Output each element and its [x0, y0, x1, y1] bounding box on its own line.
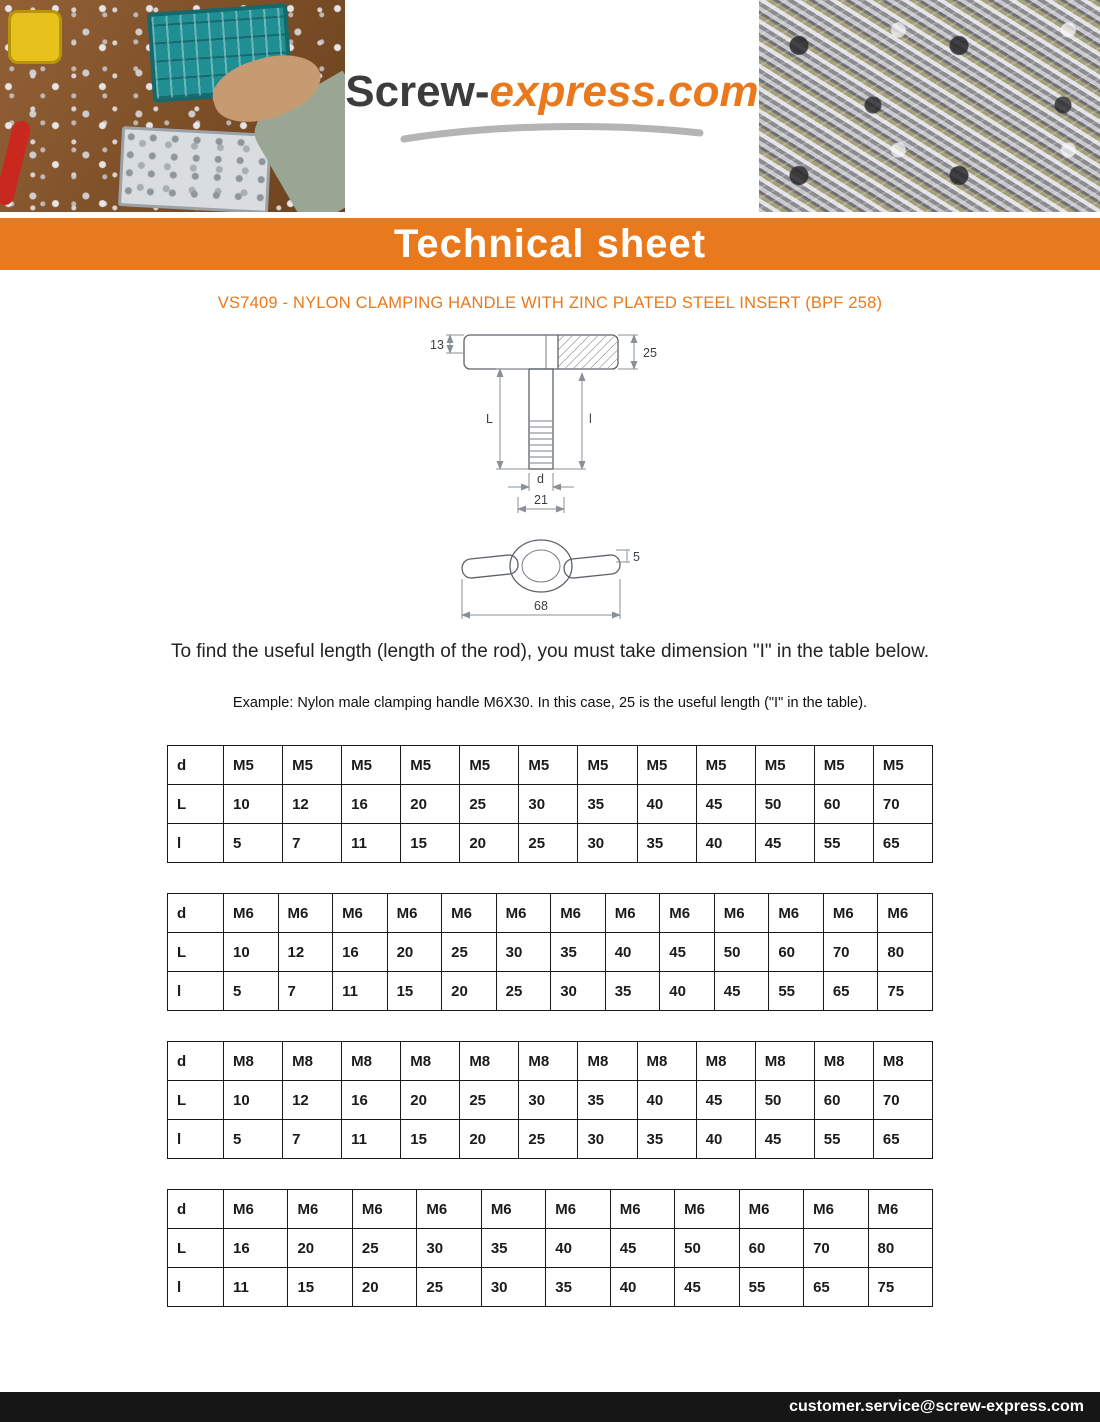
row-label: L — [168, 1229, 224, 1268]
table-cell: M6 — [660, 894, 715, 933]
table-cell: M8 — [342, 1042, 401, 1081]
dim-label-68: 68 — [534, 599, 548, 613]
parts-box-decor — [118, 126, 272, 212]
dim-label-13: 13 — [430, 338, 444, 352]
table-cell: 80 — [878, 933, 933, 972]
spec-table-4 — [167, 1189, 933, 1307]
table-cell: M5 — [519, 746, 578, 785]
table-cell: M8 — [224, 1042, 283, 1081]
table-cell: 12 — [283, 1081, 342, 1120]
table-cell: 70 — [823, 933, 878, 972]
table-cell: 45 — [660, 933, 715, 972]
top-view — [461, 540, 640, 619]
table-cell: M6 — [417, 1190, 481, 1229]
dim-label-L: L — [486, 412, 493, 426]
table-cell: 50 — [714, 933, 769, 972]
table-cell: 55 — [814, 1120, 873, 1159]
table-cell: M6 — [333, 894, 388, 933]
table-cell: 10 — [224, 933, 279, 972]
table-cell: M5 — [401, 746, 460, 785]
table-cell: M5 — [460, 746, 519, 785]
table-cell: 16 — [342, 1081, 401, 1120]
table-cell: M6 — [610, 1190, 674, 1229]
table-cell: M6 — [224, 1190, 288, 1229]
table-cell: 65 — [873, 824, 932, 863]
table-cell: 45 — [610, 1229, 674, 1268]
table-cell: 45 — [755, 1120, 814, 1159]
dim-label-5: 5 — [633, 550, 640, 564]
table-cell: 12 — [278, 933, 333, 972]
table-cell: M6 — [605, 894, 660, 933]
table-cell: M6 — [288, 1190, 352, 1229]
table-cell: 30 — [519, 1081, 578, 1120]
table-cell: M5 — [283, 746, 342, 785]
table-cell: 40 — [660, 972, 715, 1011]
table-cell: 45 — [696, 785, 755, 824]
logo-swoosh-decor — [392, 119, 712, 145]
table-cell: 16 — [342, 785, 401, 824]
table-cell: M8 — [460, 1042, 519, 1081]
table-cell: 30 — [551, 972, 606, 1011]
row-label: d — [168, 1190, 224, 1229]
table-cell: M5 — [873, 746, 932, 785]
table-cell: 25 — [442, 933, 497, 972]
table-cell: 70 — [804, 1229, 868, 1268]
row-label: l — [168, 1120, 224, 1159]
table-cell: 25 — [352, 1229, 416, 1268]
table-cell: M6 — [769, 894, 824, 933]
dim-label-d: d — [537, 472, 544, 486]
table-cell: 45 — [675, 1268, 739, 1307]
table-cell: 11 — [333, 972, 388, 1011]
row-label: l — [168, 1268, 224, 1307]
table-cell: M6 — [546, 1190, 610, 1229]
table-cell: M6 — [739, 1190, 803, 1229]
table-cell: 60 — [739, 1229, 803, 1268]
screwdriver-decor — [0, 119, 32, 207]
table-cell: 11 — [224, 1268, 288, 1307]
table-cell: 15 — [288, 1268, 352, 1307]
table-cell: 40 — [696, 824, 755, 863]
table-cell: M6 — [714, 894, 769, 933]
table-cell: 20 — [460, 824, 519, 863]
table-cell: 75 — [878, 972, 933, 1011]
table-cell: 16 — [224, 1229, 288, 1268]
table-cell: M8 — [637, 1042, 696, 1081]
table-cell: 80 — [868, 1229, 932, 1268]
table-cell: M5 — [578, 746, 637, 785]
table-cell: 15 — [387, 972, 442, 1011]
table-cell: M8 — [578, 1042, 637, 1081]
table-cell: 20 — [401, 1081, 460, 1120]
spec-table-1 — [167, 745, 933, 863]
row-label: L — [168, 1081, 224, 1120]
header — [0, 0, 1100, 212]
table-cell: M5 — [342, 746, 401, 785]
technical-drawing — [0, 321, 1100, 633]
table-cell: M6 — [496, 894, 551, 933]
spec-tables — [167, 745, 933, 1307]
table-cell: 15 — [401, 1120, 460, 1159]
table-cell: 35 — [578, 785, 637, 824]
table-cell: M8 — [401, 1042, 460, 1081]
table-cell: 30 — [578, 1120, 637, 1159]
table-cell: 45 — [755, 824, 814, 863]
table-cell: M6 — [551, 894, 606, 933]
banner-title: Technical sheet — [393, 221, 707, 266]
table-cell: 60 — [769, 933, 824, 972]
table-cell: 30 — [417, 1229, 481, 1268]
table-cell: 55 — [769, 972, 824, 1011]
table-cell: 30 — [519, 785, 578, 824]
banner — [0, 218, 1100, 270]
table-cell: M6 — [278, 894, 333, 933]
table-cell: M5 — [755, 746, 814, 785]
table-cell: 30 — [496, 933, 551, 972]
product-title: VS7409 - NYLON CLAMPING HANDLE WITH ZINC PLATED STEEL INSERT (BPF 258) — [217, 294, 883, 312]
table-cell: 35 — [578, 1081, 637, 1120]
row-label: d — [168, 746, 224, 785]
side-view — [430, 335, 657, 513]
table-cell: 12 — [283, 785, 342, 824]
table-cell: M6 — [352, 1190, 416, 1229]
table-cell: 25 — [519, 824, 578, 863]
table-cell: 65 — [823, 972, 878, 1011]
table-cell: 35 — [551, 933, 606, 972]
table-cell: 40 — [637, 785, 696, 824]
table-cell: 15 — [401, 824, 460, 863]
table-cell: 35 — [605, 972, 660, 1011]
table-cell: 5 — [224, 824, 283, 863]
table-cell: M8 — [755, 1042, 814, 1081]
table-cell: 20 — [401, 785, 460, 824]
table-cell: M8 — [283, 1042, 342, 1081]
table-cell: 65 — [873, 1120, 932, 1159]
row-label: d — [168, 894, 224, 933]
table-cell: M8 — [814, 1042, 873, 1081]
table-cell: M6 — [868, 1190, 932, 1229]
table-cell: M6 — [675, 1190, 739, 1229]
table-cell: 10 — [224, 785, 283, 824]
table-cell: 35 — [546, 1268, 610, 1307]
table-cell: M5 — [814, 746, 873, 785]
screws-photo — [759, 0, 1100, 212]
footer-bar — [0, 1392, 1100, 1422]
table-cell: 25 — [496, 972, 551, 1011]
table-cell: 16 — [333, 933, 388, 972]
logo-text-screw: Screw- — [345, 67, 490, 116]
table-cell: M5 — [224, 746, 283, 785]
table-cell: 45 — [696, 1081, 755, 1120]
table-cell: 70 — [873, 1081, 932, 1120]
dim-label-l: l — [589, 412, 592, 426]
table-cell: 10 — [224, 1081, 283, 1120]
row-label: L — [168, 933, 224, 972]
table-cell: M6 — [878, 894, 933, 933]
table-cell: 20 — [387, 933, 442, 972]
logo-text-express: express.com — [489, 67, 759, 116]
table-cell: 35 — [637, 824, 696, 863]
table-cell: M6 — [481, 1190, 545, 1229]
table-cell: 50 — [675, 1229, 739, 1268]
table-cell: M6 — [224, 894, 279, 933]
table-cell: 40 — [637, 1081, 696, 1120]
table-cell: 35 — [481, 1229, 545, 1268]
table-cell: M6 — [804, 1190, 868, 1229]
table-cell: M8 — [519, 1042, 578, 1081]
tape-measure-decor — [8, 10, 62, 64]
table-cell: 35 — [637, 1120, 696, 1159]
table-cell: 55 — [739, 1268, 803, 1307]
row-label: l — [168, 824, 224, 863]
table-cell: M6 — [387, 894, 442, 933]
spec-table-3 — [167, 1041, 933, 1159]
instruction-text: To find the useful length (length of the rod), you must take dimension "I" in the table below. — [170, 641, 930, 662]
row-label: L — [168, 785, 224, 824]
table-cell: 75 — [868, 1268, 932, 1307]
table-cell: 20 — [442, 972, 497, 1011]
row-label: d — [168, 1042, 224, 1081]
dim-label-25: 25 — [643, 346, 657, 360]
table-cell: M5 — [637, 746, 696, 785]
table-cell: 25 — [417, 1268, 481, 1307]
table-cell: M5 — [696, 746, 755, 785]
table-cell: 55 — [814, 824, 873, 863]
contact-email-link[interactable]: customer.service@screw-express.com — [789, 1398, 1084, 1415]
table-cell: 20 — [352, 1268, 416, 1307]
table-cell: 25 — [519, 1120, 578, 1159]
table-cell: 60 — [814, 1081, 873, 1120]
table-cell: 40 — [605, 933, 660, 972]
table-cell: 11 — [342, 1120, 401, 1159]
brand-logo — [345, 67, 758, 117]
table-cell: 70 — [873, 785, 932, 824]
table-cell: 65 — [804, 1268, 868, 1307]
table-cell: 7 — [278, 972, 333, 1011]
dim-label-21: 21 — [534, 493, 548, 507]
example-text: Example: Nylon male clamping handle M6X30. In this case, 25 is the useful length ("I" in the table). — [232, 695, 868, 711]
table-cell: 7 — [283, 1120, 342, 1159]
table-cell: 20 — [288, 1229, 352, 1268]
table-cell: 5 — [224, 1120, 283, 1159]
table-cell: 5 — [224, 972, 279, 1011]
table-cell: 25 — [460, 785, 519, 824]
table-cell: 30 — [481, 1268, 545, 1307]
table-cell: 7 — [283, 824, 342, 863]
row-label: l — [168, 972, 224, 1011]
logo-zone — [345, 0, 758, 212]
table-cell: 11 — [342, 824, 401, 863]
table-cell: 25 — [460, 1081, 519, 1120]
table-cell: 40 — [610, 1268, 674, 1307]
table-cell: 20 — [460, 1120, 519, 1159]
table-cell: 60 — [814, 785, 873, 824]
spec-table-2 — [167, 893, 933, 1011]
table-cell: 50 — [755, 1081, 814, 1120]
table-cell: M8 — [696, 1042, 755, 1081]
table-cell: 30 — [578, 824, 637, 863]
table-cell: 50 — [755, 785, 814, 824]
workbench-photo — [0, 0, 345, 212]
table-cell: 40 — [546, 1229, 610, 1268]
table-cell: M8 — [873, 1042, 932, 1081]
table-cell: M6 — [442, 894, 497, 933]
table-cell: 40 — [696, 1120, 755, 1159]
table-cell: 45 — [714, 972, 769, 1011]
table-cell: M6 — [823, 894, 878, 933]
